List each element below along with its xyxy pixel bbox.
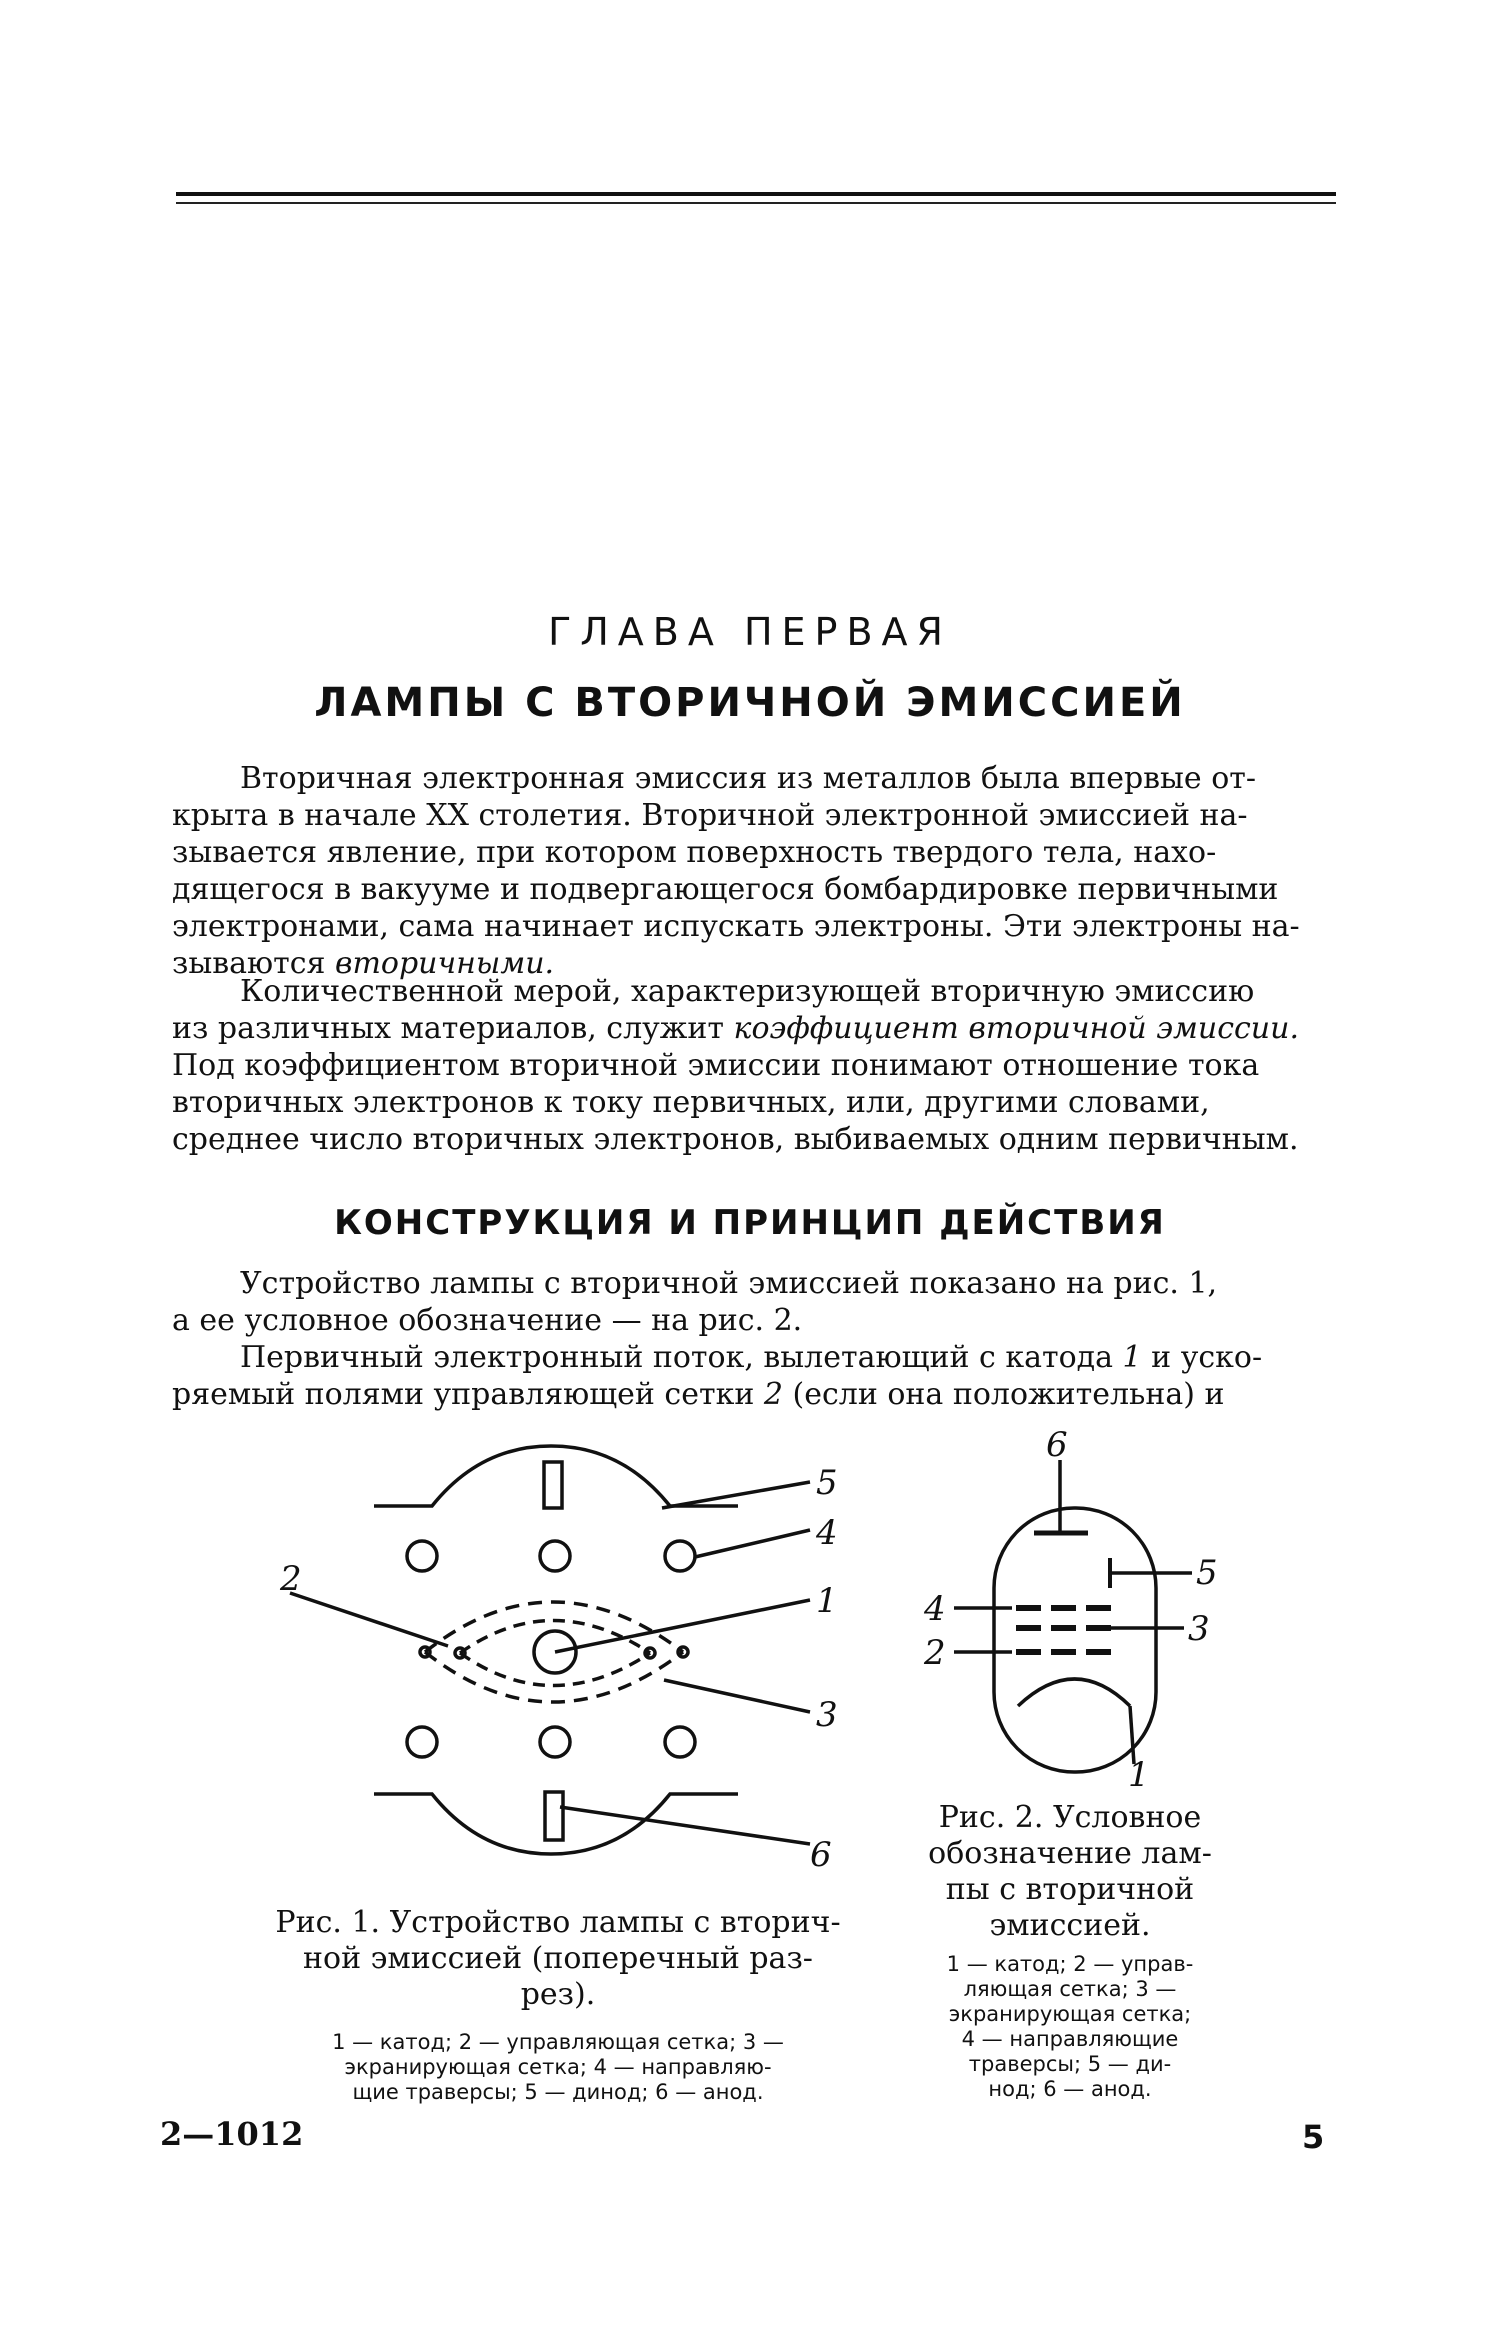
text-line bbox=[172, 1376, 1330, 1413]
text-run: Первичный электронный поток, вылетающий с катода bbox=[240, 1340, 1123, 1375]
cathode-arc bbox=[1018, 1679, 1130, 1706]
ref-number: 2 bbox=[763, 1377, 783, 1412]
legend-line: нод; 6 — анод. bbox=[988, 2077, 1152, 2101]
figure-2-caption bbox=[900, 1800, 1240, 1944]
label-6: 6 bbox=[1046, 1430, 1068, 1465]
screen-grid-top bbox=[425, 1602, 683, 1652]
text-line: а ее условное обозначение — на рис. 2. bbox=[172, 1303, 803, 1338]
text-line bbox=[172, 1010, 1330, 1047]
figure-2-legend bbox=[900, 1952, 1240, 2102]
text-line: зывается явление, при котором поверхность твердого тела, нахо- bbox=[172, 835, 1217, 870]
traverse-circle bbox=[407, 1541, 437, 1571]
figure-1-caption bbox=[258, 1905, 858, 2013]
label-2: 2 bbox=[924, 1633, 946, 1673]
screen-grid-bottom bbox=[425, 1652, 683, 1702]
text-line: дящегося в вакууме и подвергающегося бомбардировке первичными bbox=[172, 872, 1279, 907]
legend-line: траверсы; 5 — ди- bbox=[968, 2052, 1172, 2076]
text-run: (если она положительна) и bbox=[782, 1377, 1225, 1412]
figure-2-symbol bbox=[910, 1430, 1240, 1790]
text-line: Вторичная электронная эмиссия из металлов была впервые от- bbox=[240, 761, 1257, 796]
caption-line: обозначение лам- bbox=[928, 1836, 1212, 1871]
traverse-circle bbox=[540, 1541, 570, 1571]
label-5: 5 bbox=[1196, 1553, 1218, 1593]
text-line bbox=[172, 1339, 1330, 1376]
traverse-circle bbox=[407, 1727, 437, 1757]
anode-plate bbox=[545, 1792, 563, 1840]
emphasis-term: вторичными. bbox=[335, 946, 555, 981]
leader-line-2 bbox=[290, 1593, 448, 1646]
text-run: и уско- bbox=[1141, 1340, 1263, 1375]
label-3: 3 bbox=[1188, 1609, 1210, 1649]
caption-line: пы с вторичной bbox=[945, 1872, 1195, 1907]
intro-paragraph-1 bbox=[172, 760, 1330, 982]
label-5: 5 bbox=[816, 1463, 838, 1503]
caption-line: рез). bbox=[520, 1977, 596, 2012]
text-line: среднее число вторичных электронов, выбиваемых одним первичным. bbox=[172, 1122, 1299, 1157]
caption-line: эмиссией. bbox=[989, 1908, 1151, 1943]
label-6: 6 bbox=[810, 1835, 832, 1870]
chapter-title: ЛАМПЫ С ВТОРИЧНОЙ ЭМИССИЕЙ bbox=[314, 680, 1186, 726]
legend-line: 4 — направляющие bbox=[961, 2027, 1179, 2051]
section-paragraph-2 bbox=[172, 1339, 1330, 1413]
label-4: 4 bbox=[816, 1513, 838, 1553]
legend-line: 1 — катод; 2 — управ- bbox=[946, 1952, 1194, 1976]
text-run: из различных материалов, служит bbox=[172, 1011, 734, 1046]
caption-line: ной эмиссией (поперечный раз- bbox=[303, 1941, 813, 1976]
dynode-plate bbox=[544, 1462, 562, 1508]
text-line: вторичных электронов к току первичных, или, другими словами, bbox=[172, 1085, 1210, 1120]
intro-paragraph-2 bbox=[172, 973, 1330, 1158]
figure-1-diagram bbox=[270, 1440, 870, 1870]
legend-line: экранирующая сетка; bbox=[948, 2002, 1192, 2026]
top-rule bbox=[176, 192, 1336, 196]
text-run: ряемый полями управляющей сетки bbox=[172, 1377, 764, 1412]
legend-line: щие траверсы; 5 — динод; 6 — анод. bbox=[352, 2080, 764, 2104]
leader-line-3 bbox=[664, 1680, 810, 1712]
text-line: Количественной мерой, характеризующей вторичную эмиссию bbox=[240, 974, 1255, 1009]
section-paragraph-1 bbox=[172, 1265, 1330, 1339]
emphasis-term: коэффициент вторичной эмиссии. bbox=[733, 1011, 1299, 1046]
page-number: 5 bbox=[1302, 2118, 1325, 2156]
top-rule-thin bbox=[176, 202, 1336, 204]
caption-line: Рис. 1. Устройство лампы с вторич- bbox=[275, 1905, 841, 1940]
printer-signature: 2—1012 bbox=[160, 2115, 304, 2153]
control-grid-bottom bbox=[460, 1653, 650, 1686]
leader-line-4 bbox=[695, 1530, 810, 1557]
leader-line-5 bbox=[662, 1482, 810, 1508]
text-line: электронами, сама начинает испускать электроны. Эти электроны на- bbox=[172, 909, 1300, 944]
section-title: КОНСТРУКЦИЯ И ПРИНЦИП ДЕЙСТВИЯ bbox=[334, 1203, 1166, 1243]
label-1: 1 bbox=[816, 1581, 838, 1621]
legend-line: 1 — катод; 2 — управляющая сетка; 3 — bbox=[332, 2030, 784, 2054]
figure-1-legend bbox=[258, 2030, 858, 2105]
text-line: крыта в начале XX столетия. Вторичной электронной эмиссией на- bbox=[172, 798, 1248, 833]
legend-line: ляющая сетка; 3 — bbox=[963, 1977, 1177, 2001]
label-2: 2 bbox=[280, 1559, 302, 1599]
text-run: зываются bbox=[172, 946, 335, 981]
dynode-outline bbox=[374, 1446, 738, 1506]
text-line: Устройство лампы с вторичной эмиссией показано на рис. 1, bbox=[240, 1266, 1218, 1301]
text-line: Под коэффициентом вторичной эмиссии понимают отношение тока bbox=[172, 1048, 1260, 1083]
traverse-circle bbox=[665, 1541, 695, 1571]
traverse-circle bbox=[665, 1727, 695, 1757]
chapter-label: ГЛАВА ПЕРВАЯ bbox=[548, 610, 952, 654]
label-3: 3 bbox=[816, 1695, 838, 1735]
label-1: 1 bbox=[1128, 1755, 1150, 1790]
legend-line: экранирующая сетка; 4 — направляю- bbox=[344, 2055, 772, 2079]
traverse-circle bbox=[540, 1727, 570, 1757]
label-4: 4 bbox=[924, 1589, 946, 1629]
leader-line-6 bbox=[560, 1807, 810, 1844]
ref-number: 1 bbox=[1122, 1340, 1142, 1375]
caption-line: Рис. 2. Условное bbox=[938, 1800, 1202, 1835]
